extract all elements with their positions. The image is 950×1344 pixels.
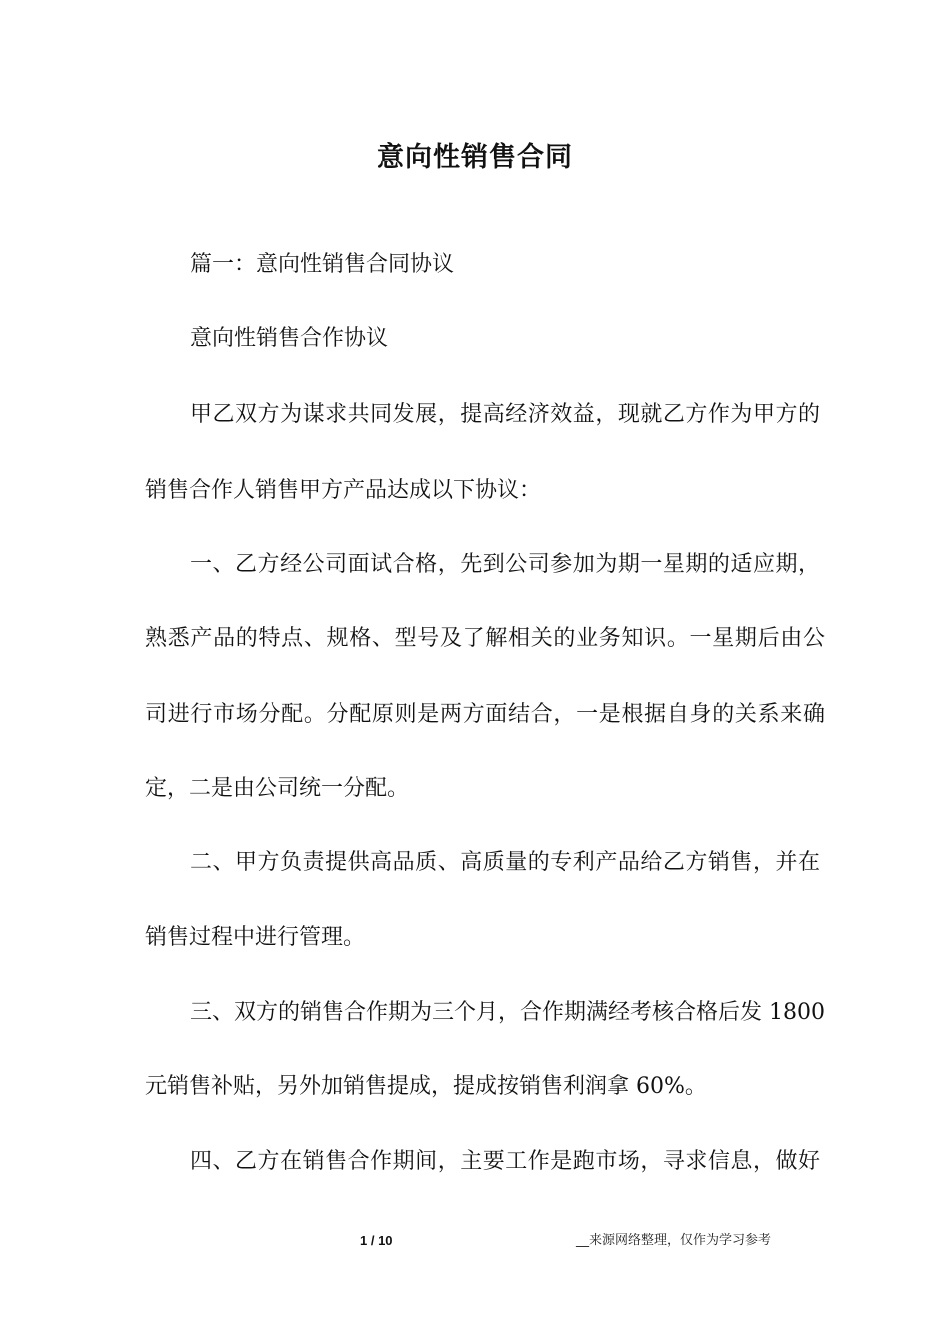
body-line-clause1-4: 定，二是由公司统一分配。 — [145, 776, 410, 801]
body-line-clause2-2: 销售过程中进行管理。 — [145, 925, 366, 950]
source-note: __来源网络整理，仅作为学习参考 — [576, 1233, 772, 1248]
body-line-clause1-1: 一、乙方经公司面试合格，先到公司参加为期一星期的适应期， — [190, 552, 820, 577]
body-line-clause2-1: 二、甲方负责提供高品质、高质量的专利产品给乙方销售，并在 — [190, 850, 820, 875]
page-number: 1 / 10 — [360, 1233, 393, 1248]
body-line-intro-2: 销售合作人销售甲方产品达成以下协议： — [145, 478, 542, 503]
body-line-clause1-2: 熟悉产品的特点、规格、型号及了解相关的业务知识。一星期后由公 — [145, 626, 825, 651]
body-line-clause1-3: 司进行市场分配。分配原则是两方面结合，一是根据自身的关系来确 — [145, 702, 825, 727]
body-line-clause3-2: 元销售补贴，另外加销售提成，提成按销售利润拿 60%。 — [145, 1074, 707, 1099]
body-line-agreement-title: 意向性销售合作协议 — [190, 326, 389, 351]
document-title: 意向性销售合同 — [377, 142, 573, 173]
body-line-clause3-1: 三、双方的销售合作期为三个月，合作期满经考核合格后发 1800 — [190, 1000, 825, 1025]
body-line-section-heading: 篇一：意向性销售合同协议 — [190, 252, 455, 277]
body-line-intro-1: 甲乙双方为谋求共同发展，提高经济效益，现就乙方作为甲方的 — [190, 402, 820, 427]
body-line-clause4-1: 四、乙方在销售合作期间，主要工作是跑市场，寻求信息，做好 — [190, 1149, 820, 1174]
